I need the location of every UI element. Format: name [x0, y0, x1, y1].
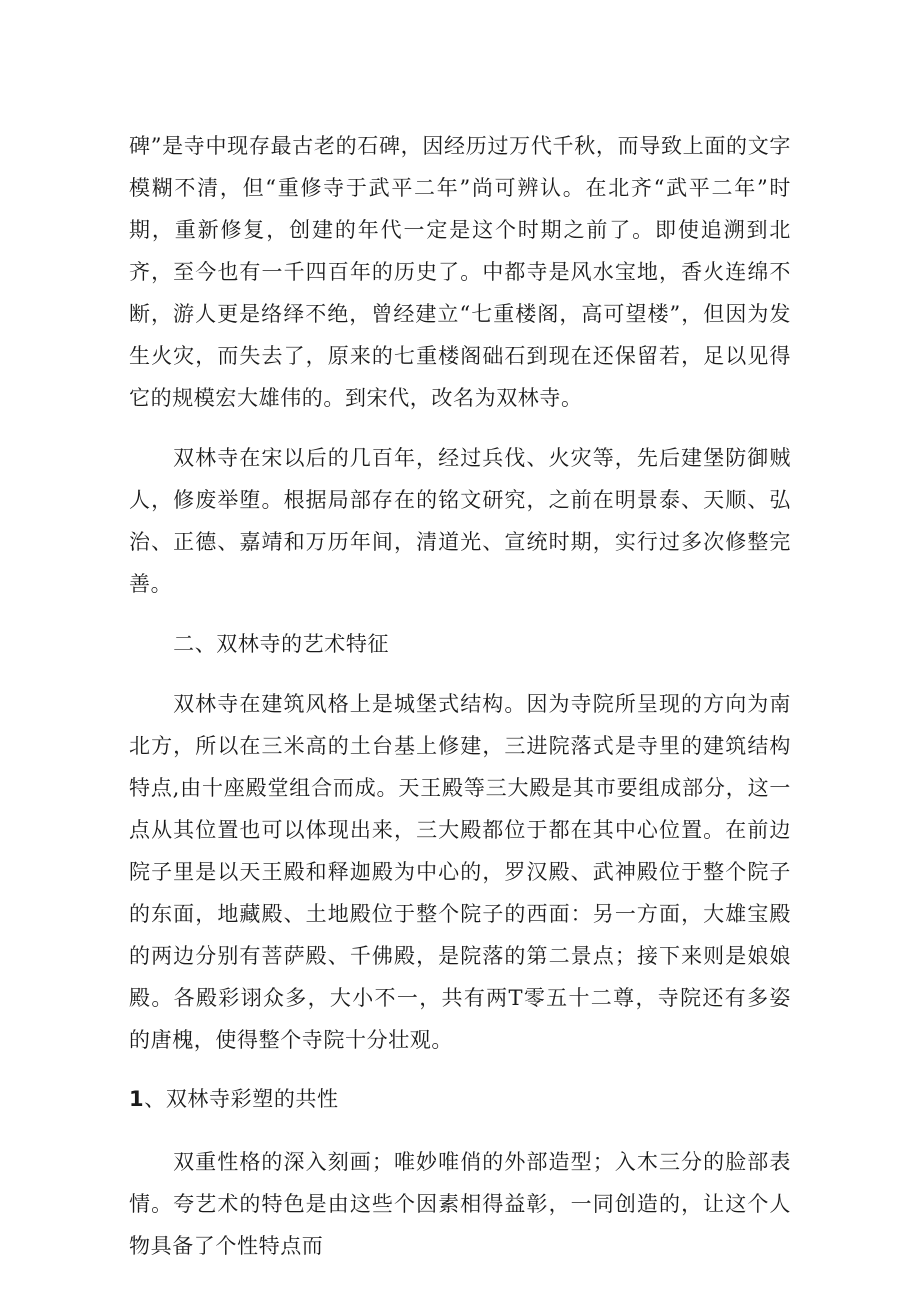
section-heading-art-features: 二、双林寺的艺术特征 — [173, 632, 390, 656]
paragraph-sculpture-traits: 双重性格的深入刻画；唯妙唯俏的外部造型；入木三分的脸部表情。夸艺术的特色是由这些个因素相得益彰，一同创造的，让这个人物具备了个性特点而 — [129, 1150, 791, 1258]
paragraph-architecture: 双林寺在建筑风格上是城堡式结构。因为寺院所呈现的方向为南北方，所以在三米高的土台基上修建，三进院落式是寺里的建筑结构特点,由十座殿堂组合而成。天王殿等三大殿是其市要组成部分，这一点从其位置也可以体现出来，三大殿都位于都在其中心位置。在前边院子里是以天王殿和释迦殿为中心的，罗汉殿、武神殿位于整个院子的东面，地藏殿、土地殿位于整个院子的西面：另一方面，大雄宝殿的两边分别有菩萨殿、千佛殿，是院落的第二景点；接下来则是娘娘殿。各殿彩诩众多，大小不一，共有两T零五十二尊，寺院还有多姿的唐槐，使得整个寺院十分壮观。 — [129, 692, 791, 1052]
subheading-sculpture-commonality — [129, 1079, 791, 1119]
subheading-number: 1 — [129, 1087, 145, 1111]
document-body — [129, 125, 791, 1285]
paragraph-history-renovations: 双林寺在宋以后的几百年，经过兵伐、火灾等，先后建堡防御贼人，修废举堕。根据局部存在的铭文研究，之前在明景泰、天顺、弘治、正德、嘉靖和万历年间，清道光、宣统时期，实行过多次修整完善。 — [129, 446, 791, 596]
subheading-text: 、双林寺彩塑的共性 — [144, 1087, 339, 1111]
paragraph-history-intro: 碑”是寺中现存最古老的石碑，因经历过万代千秋，而导致上面的文字模糊不清，但“重修寺于武平二年”尚可辨认。在北齐“武平二年”时期，重新修复，创建的年代一定是这个时期之前了。即使追溯到北齐，至今也有一千四百年的历史了。中都寺是风水宝地，香火连绵不断，游人更是络绎不绝，曾经建立“七重楼阁，高可望楼”，但因为发生火灾，而失去了，原来的七重楼阁础石到现在还保留若，足以见得它的规模宏大雄伟的。到宋代，改名为双林寺。 — [129, 134, 791, 410]
